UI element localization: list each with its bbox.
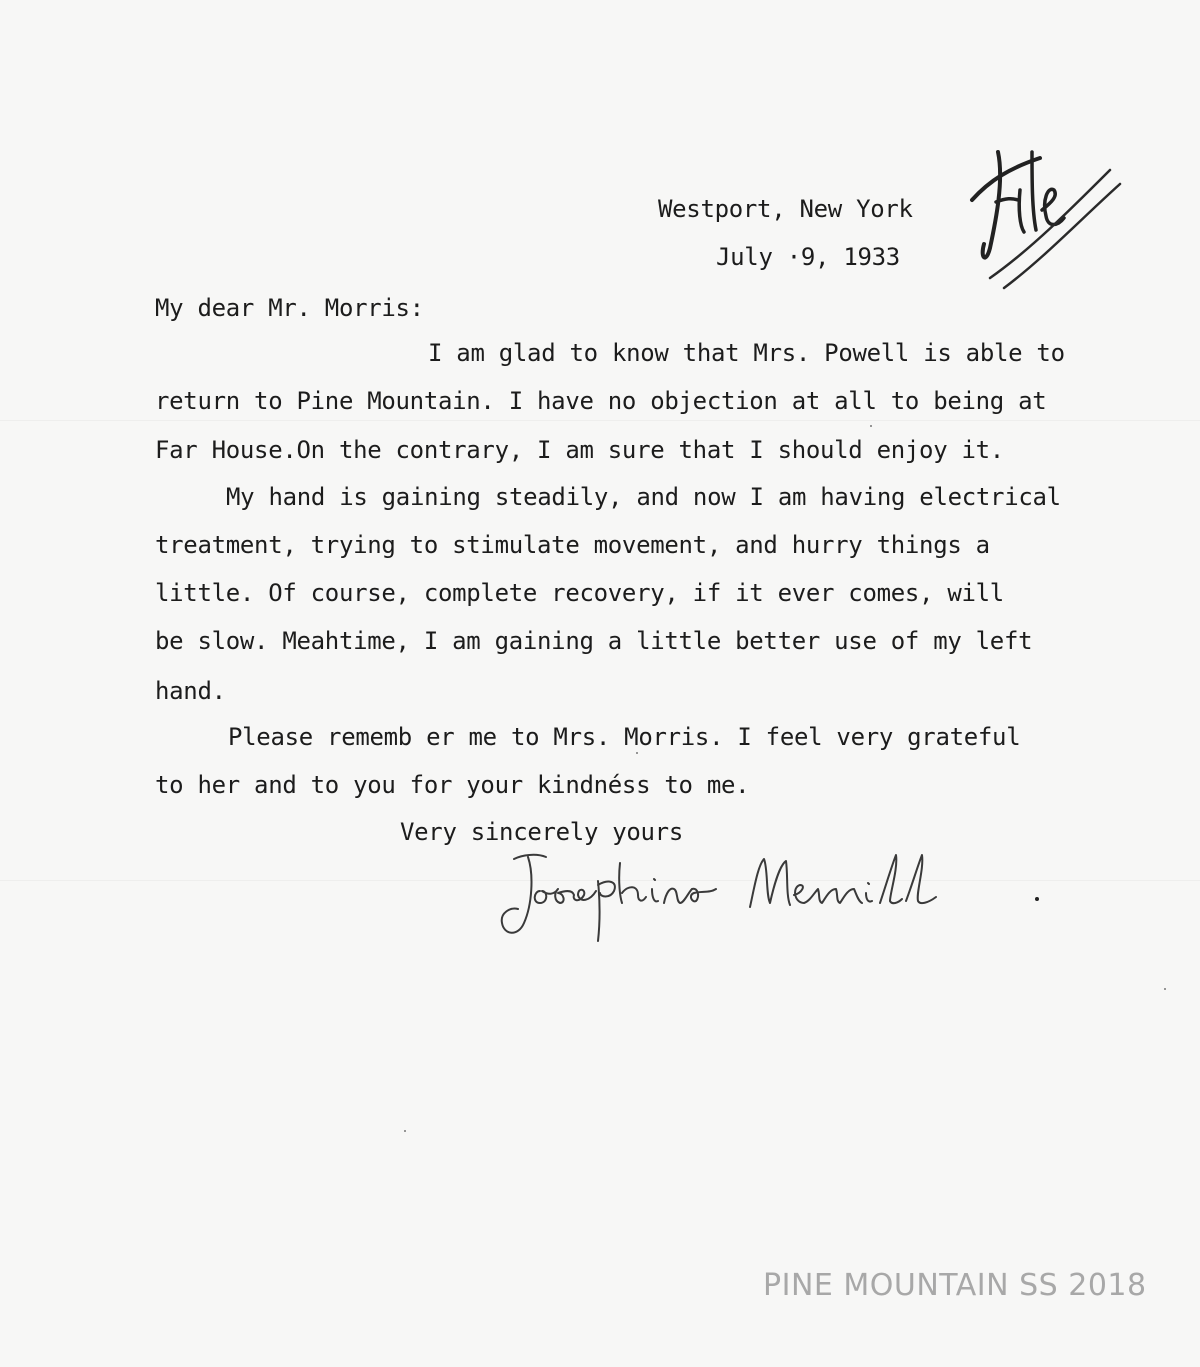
body-line: be slow. Meahtime, I am gaining a little better use of my left bbox=[155, 627, 1033, 655]
ink-speck bbox=[1164, 988, 1166, 990]
body-line: return to Pine Mountain. I have no objection at all to being at bbox=[155, 387, 1047, 415]
body-line: to her and to you for your kindnéss to me. bbox=[155, 771, 750, 799]
watermark-text: PINE MOUNTAIN SS 2018 bbox=[763, 1268, 1147, 1303]
salutation: My dear Mr. Morris: bbox=[155, 294, 424, 322]
body-line: treatment, trying to stimulate movement, and hurry things a bbox=[155, 531, 990, 559]
body-line: hand. bbox=[155, 677, 226, 705]
ink-speck bbox=[404, 1130, 406, 1132]
ink-speck bbox=[870, 425, 872, 427]
date-line: July ·9, 1933 bbox=[716, 243, 900, 271]
body-line: I am glad to know that Mrs. Powell is able to bbox=[428, 339, 1065, 367]
file-handwritten-mark bbox=[960, 140, 1130, 300]
body-line: little. Of course, complete recovery, if it ever comes, will bbox=[155, 579, 1004, 607]
ink-speck bbox=[636, 752, 638, 754]
body-line: My hand is gaining steadily, and now I am having electrical bbox=[226, 483, 1061, 511]
body-line: Please rememb er me to Mrs. Morris. I feel very grateful bbox=[228, 723, 1021, 751]
ink-speck bbox=[1035, 897, 1039, 901]
paper-fold bbox=[0, 420, 1200, 421]
body-line: Far House.On the contrary, I am sure that I should enjoy it. bbox=[155, 436, 1004, 464]
closing: Very sincerely yours bbox=[400, 818, 683, 846]
signature-handwritten bbox=[488, 845, 988, 945]
place-line: Westport, New York bbox=[658, 195, 913, 223]
